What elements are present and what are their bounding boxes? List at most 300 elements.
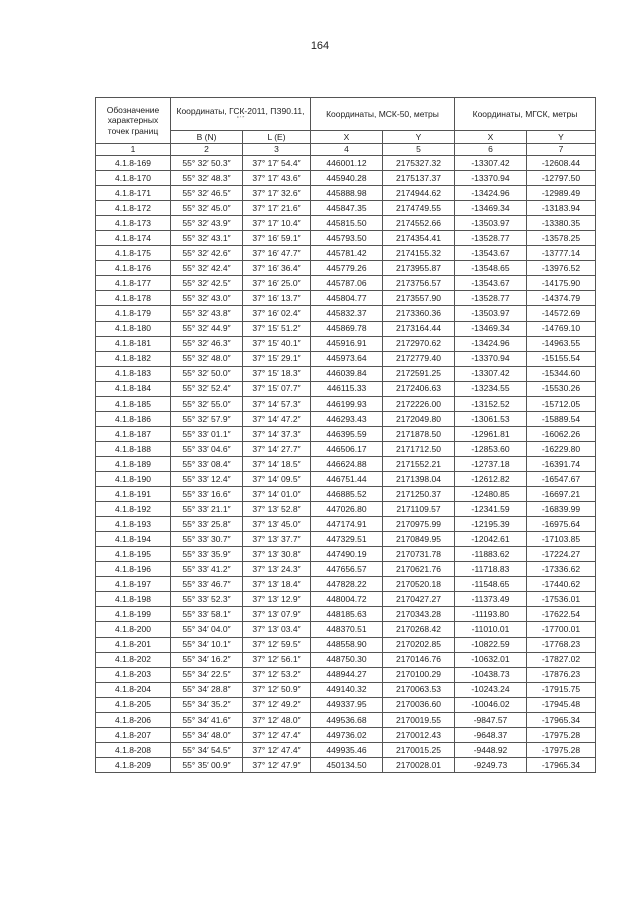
msk-x-cell: 449935.46 [311, 742, 383, 757]
longitude-cell: 37° 14′ 57.3″ [243, 396, 311, 411]
point-id-cell: 4.1.8-205 [96, 697, 171, 712]
msk-x-cell: 445888.98 [311, 186, 383, 201]
msk-y-cell: 2171250.37 [383, 487, 455, 502]
table-row [96, 216, 596, 231]
mgsk-x-cell: -9648.37 [455, 727, 527, 742]
longitude-cell: 37° 13′ 03.4″ [243, 622, 311, 637]
point-id-cell: 4.1.8-206 [96, 712, 171, 727]
point-id-cell: 4.1.8-169 [96, 156, 171, 171]
point-id-cell: 4.1.8-194 [96, 532, 171, 547]
point-id-cell: 4.1.8-175 [96, 246, 171, 261]
msk-y-cell: 2172779.40 [383, 351, 455, 366]
mgsk-x-cell: -13543.67 [455, 276, 527, 291]
mgsk-x-cell: -11010.01 [455, 622, 527, 637]
table-row [96, 607, 596, 622]
mgsk-y-cell: -17224.27 [527, 547, 596, 562]
longitude-cell: 37° 16′ 59.1″ [243, 231, 311, 246]
point-id-cell: 4.1.8-182 [96, 351, 171, 366]
msk-y-cell: 2170036.60 [383, 697, 455, 712]
table-row [96, 712, 596, 727]
mgsk-x-cell: -13548.65 [455, 261, 527, 276]
point-id-cell: 4.1.8-184 [96, 381, 171, 396]
latitude-cell: 55° 33′ 25.8″ [171, 517, 243, 532]
longitude-cell: 37° 15′ 29.1″ [243, 351, 311, 366]
mgsk-y-cell: -14572.69 [527, 306, 596, 321]
mgsk-y-cell: -15344.60 [527, 366, 596, 381]
latitude-cell: 55° 35′ 00.9″ [171, 757, 243, 772]
header-col-l: L (E) [243, 131, 311, 144]
msk-x-cell: 449536.68 [311, 712, 383, 727]
latitude-cell: 55° 32′ 52.4″ [171, 381, 243, 396]
column-number: 6 [455, 144, 527, 156]
msk-x-cell: 446115.33 [311, 381, 383, 396]
mgsk-x-cell: -12853.60 [455, 441, 527, 456]
msk-y-cell: 2172591.25 [383, 366, 455, 381]
msk-x-cell: 449337.95 [311, 697, 383, 712]
point-id-cell: 4.1.8-171 [96, 186, 171, 201]
latitude-cell: 55° 34′ 35.2″ [171, 697, 243, 712]
mgsk-x-cell: -13503.97 [455, 216, 527, 231]
mgsk-x-cell: -13424.96 [455, 336, 527, 351]
column-number: 2 [171, 144, 243, 156]
point-id-cell: 4.1.8-179 [96, 306, 171, 321]
table-row [96, 171, 596, 186]
point-id-cell: 4.1.8-177 [96, 276, 171, 291]
mgsk-x-cell: -13528.77 [455, 231, 527, 246]
msk-y-cell: 2170343.28 [383, 607, 455, 622]
mgsk-y-cell: -13578.25 [527, 231, 596, 246]
column-number: 1 [96, 144, 171, 156]
latitude-cell: 55° 32′ 50.0″ [171, 366, 243, 381]
mgsk-x-cell: -12042.61 [455, 532, 527, 547]
table-row [96, 336, 596, 351]
msk-y-cell: 2174155.32 [383, 246, 455, 261]
longitude-cell: 37° 14′ 18.5″ [243, 456, 311, 471]
point-id-cell: 4.1.8-181 [96, 336, 171, 351]
table-row [96, 652, 596, 667]
longitude-cell: 37° 14′ 01.0″ [243, 487, 311, 502]
mgsk-y-cell: -17876.23 [527, 667, 596, 682]
point-id-cell: 4.1.8-199 [96, 607, 171, 622]
msk-x-cell: 446001.12 [311, 156, 383, 171]
msk-x-cell: 447026.80 [311, 502, 383, 517]
header-col-y-mgsk: Y [527, 131, 596, 144]
longitude-cell: 37° 13′ 18.4″ [243, 577, 311, 592]
latitude-cell: 55° 34′ 22.5″ [171, 667, 243, 682]
msk-x-cell: 445847.35 [311, 201, 383, 216]
header-gsk-units: ° ′ ″ [236, 115, 245, 122]
msk-y-cell: 2170427.27 [383, 592, 455, 607]
latitude-cell: 55° 32′ 42.5″ [171, 276, 243, 291]
msk-y-cell: 2170731.78 [383, 547, 455, 562]
latitude-cell: 55° 32′ 43.9″ [171, 216, 243, 231]
msk-x-cell: 450134.50 [311, 757, 383, 772]
longitude-cell: 37° 12′ 47.9″ [243, 757, 311, 772]
msk-x-cell: 445940.28 [311, 171, 383, 186]
longitude-cell: 37° 16′ 36.4″ [243, 261, 311, 276]
column-number: 5 [383, 144, 455, 156]
latitude-cell: 55° 32′ 48.3″ [171, 171, 243, 186]
point-id-cell: 4.1.8-172 [96, 201, 171, 216]
table-row [96, 156, 596, 171]
table-row [96, 366, 596, 381]
msk-x-cell: 445779.26 [311, 261, 383, 276]
msk-x-cell: 446199.93 [311, 396, 383, 411]
mgsk-y-cell: -14175.90 [527, 276, 596, 291]
msk-y-cell: 2173557.90 [383, 291, 455, 306]
mgsk-y-cell: -13777.14 [527, 246, 596, 261]
longitude-cell: 37° 14′ 27.7″ [243, 441, 311, 456]
latitude-cell: 55° 34′ 28.8″ [171, 682, 243, 697]
mgsk-y-cell: -17336.62 [527, 562, 596, 577]
msk-y-cell: 2171878.50 [383, 426, 455, 441]
mgsk-y-cell: -17622.54 [527, 607, 596, 622]
point-id-cell: 4.1.8-192 [96, 502, 171, 517]
msk-y-cell: 2172406.63 [383, 381, 455, 396]
mgsk-y-cell: -14374.79 [527, 291, 596, 306]
longitude-cell: 37° 17′ 54.4″ [243, 156, 311, 171]
latitude-cell: 55° 33′ 30.7″ [171, 532, 243, 547]
msk-x-cell: 449140.32 [311, 682, 383, 697]
longitude-cell: 37° 13′ 24.3″ [243, 562, 311, 577]
point-id-cell: 4.1.8-198 [96, 592, 171, 607]
mgsk-x-cell: -13424.96 [455, 186, 527, 201]
longitude-cell: 37° 14′ 47.2″ [243, 411, 311, 426]
msk-x-cell: 447828.22 [311, 577, 383, 592]
longitude-cell: 37° 15′ 18.3″ [243, 366, 311, 381]
msk-y-cell: 2170019.55 [383, 712, 455, 727]
msk-x-cell: 449736.02 [311, 727, 383, 742]
point-id-cell: 4.1.8-208 [96, 742, 171, 757]
msk-x-cell: 446039.84 [311, 366, 383, 381]
msk-y-cell: 2170849.95 [383, 532, 455, 547]
msk-x-cell: 445832.37 [311, 306, 383, 321]
mgsk-x-cell: -10822.59 [455, 637, 527, 652]
msk-x-cell: 446395.59 [311, 426, 383, 441]
longitude-cell: 37° 12′ 50.9″ [243, 682, 311, 697]
mgsk-x-cell: -12612.82 [455, 471, 527, 486]
msk-y-cell: 2173756.57 [383, 276, 455, 291]
longitude-cell: 37° 12′ 49.2″ [243, 697, 311, 712]
mgsk-y-cell: -15530.26 [527, 381, 596, 396]
mgsk-y-cell: -17965.34 [527, 757, 596, 772]
mgsk-x-cell: -11718.83 [455, 562, 527, 577]
table-row [96, 547, 596, 562]
msk-y-cell: 2172049.80 [383, 411, 455, 426]
latitude-cell: 55° 34′ 41.6″ [171, 712, 243, 727]
mgsk-y-cell: -16975.64 [527, 517, 596, 532]
table-row [96, 697, 596, 712]
table-row [96, 426, 596, 441]
mgsk-y-cell: -17103.85 [527, 532, 596, 547]
msk-y-cell: 2172970.62 [383, 336, 455, 351]
header-mgsk-group: Координаты, МГСК, метры [455, 98, 596, 131]
mgsk-x-cell: -9448.92 [455, 742, 527, 757]
longitude-cell: 37° 13′ 07.9″ [243, 607, 311, 622]
msk-x-cell: 445781.42 [311, 246, 383, 261]
mgsk-y-cell: -16547.67 [527, 471, 596, 486]
table-row [96, 321, 596, 336]
point-id-cell: 4.1.8-202 [96, 652, 171, 667]
latitude-cell: 55° 33′ 12.4″ [171, 471, 243, 486]
msk-y-cell: 2171109.57 [383, 502, 455, 517]
latitude-cell: 55° 34′ 10.1″ [171, 637, 243, 652]
latitude-cell: 55° 32′ 42.4″ [171, 261, 243, 276]
longitude-cell: 37° 17′ 21.6″ [243, 201, 311, 216]
longitude-cell: 37° 12′ 56.1″ [243, 652, 311, 667]
mgsk-y-cell: -15712.05 [527, 396, 596, 411]
table-row [96, 502, 596, 517]
msk-x-cell: 445916.91 [311, 336, 383, 351]
mgsk-y-cell: -12797.50 [527, 171, 596, 186]
point-id-cell: 4.1.8-178 [96, 291, 171, 306]
msk-x-cell: 445815.50 [311, 216, 383, 231]
latitude-cell: 55° 32′ 46.5″ [171, 186, 243, 201]
mgsk-y-cell: -14769.10 [527, 321, 596, 336]
header-col-x-mgsk: X [455, 131, 527, 144]
point-id-cell: 4.1.8-188 [96, 441, 171, 456]
msk-x-cell: 446624.88 [311, 456, 383, 471]
msk-y-cell: 2174944.62 [383, 186, 455, 201]
msk-x-cell: 448370.51 [311, 622, 383, 637]
table-row [96, 186, 596, 201]
table-row [96, 637, 596, 652]
latitude-cell: 55° 32′ 57.9″ [171, 411, 243, 426]
latitude-cell: 55° 32′ 43.1″ [171, 231, 243, 246]
mgsk-x-cell: -13152.52 [455, 396, 527, 411]
table-row [96, 261, 596, 276]
mgsk-y-cell: -17700.01 [527, 622, 596, 637]
latitude-cell: 55° 34′ 04.0″ [171, 622, 243, 637]
table-row [96, 231, 596, 246]
longitude-cell: 37° 17′ 10.4″ [243, 216, 311, 231]
msk-y-cell: 2174749.55 [383, 201, 455, 216]
longitude-cell: 37° 15′ 51.2″ [243, 321, 311, 336]
table-row [96, 487, 596, 502]
longitude-cell: 37° 12′ 59.5″ [243, 637, 311, 652]
mgsk-y-cell: -17975.28 [527, 727, 596, 742]
table-row [96, 456, 596, 471]
mgsk-x-cell: -13307.42 [455, 366, 527, 381]
latitude-cell: 55° 32′ 43.0″ [171, 291, 243, 306]
longitude-cell: 37° 13′ 52.8″ [243, 502, 311, 517]
table-row [96, 757, 596, 772]
msk-x-cell: 448185.63 [311, 607, 383, 622]
msk-x-cell: 447490.19 [311, 547, 383, 562]
point-id-cell: 4.1.8-189 [96, 456, 171, 471]
mgsk-y-cell: -17915.75 [527, 682, 596, 697]
mgsk-y-cell: -16391.74 [527, 456, 596, 471]
msk-y-cell: 2170012.43 [383, 727, 455, 742]
mgsk-y-cell: -17768.23 [527, 637, 596, 652]
msk-y-cell: 2170975.99 [383, 517, 455, 532]
msk-x-cell: 445787.06 [311, 276, 383, 291]
latitude-cell: 55° 33′ 21.1″ [171, 502, 243, 517]
latitude-cell: 55° 33′ 46.7″ [171, 577, 243, 592]
point-id-cell: 4.1.8-170 [96, 171, 171, 186]
msk-x-cell: 446885.52 [311, 487, 383, 502]
mgsk-x-cell: -10046.02 [455, 697, 527, 712]
mgsk-y-cell: -13183.94 [527, 201, 596, 216]
mgsk-x-cell: -13543.67 [455, 246, 527, 261]
mgsk-y-cell: -16697.21 [527, 487, 596, 502]
table-row [96, 306, 596, 321]
msk-y-cell: 2170268.42 [383, 622, 455, 637]
table-row [96, 201, 596, 216]
latitude-cell: 55° 32′ 55.0″ [171, 396, 243, 411]
table-row [96, 396, 596, 411]
column-number-row [96, 144, 596, 156]
point-id-cell: 4.1.8-200 [96, 622, 171, 637]
latitude-cell: 55° 34′ 16.2″ [171, 652, 243, 667]
table-row [96, 562, 596, 577]
mgsk-x-cell: -10632.01 [455, 652, 527, 667]
longitude-cell: 37° 16′ 02.4″ [243, 306, 311, 321]
longitude-cell: 37° 13′ 45.0″ [243, 517, 311, 532]
longitude-cell: 37° 16′ 13.7″ [243, 291, 311, 306]
mgsk-x-cell: -13469.34 [455, 201, 527, 216]
mgsk-x-cell: -11548.65 [455, 577, 527, 592]
latitude-cell: 55° 32′ 42.6″ [171, 246, 243, 261]
table-row [96, 291, 596, 306]
table-row [96, 471, 596, 486]
msk-x-cell: 446293.43 [311, 411, 383, 426]
latitude-cell: 55° 33′ 16.6″ [171, 487, 243, 502]
msk-x-cell: 445869.78 [311, 321, 383, 336]
mgsk-y-cell: -17440.62 [527, 577, 596, 592]
msk-y-cell: 2170028.01 [383, 757, 455, 772]
msk-x-cell: 447174.91 [311, 517, 383, 532]
mgsk-x-cell: -12341.59 [455, 502, 527, 517]
table-row [96, 577, 596, 592]
table-row [96, 517, 596, 532]
point-id-cell: 4.1.8-176 [96, 261, 171, 276]
point-id-cell: 4.1.8-187 [96, 426, 171, 441]
column-number: 4 [311, 144, 383, 156]
longitude-cell: 37° 14′ 09.5″ [243, 471, 311, 486]
msk-x-cell: 446751.44 [311, 471, 383, 486]
mgsk-y-cell: -17975.28 [527, 742, 596, 757]
coordinates-table [95, 97, 596, 773]
mgsk-x-cell: -13503.97 [455, 306, 527, 321]
mgsk-y-cell: -14963.55 [527, 336, 596, 351]
longitude-cell: 37° 13′ 37.7″ [243, 532, 311, 547]
table-row [96, 742, 596, 757]
msk-y-cell: 2170146.76 [383, 652, 455, 667]
msk-y-cell: 2171398.04 [383, 471, 455, 486]
mgsk-x-cell: -12480.85 [455, 487, 527, 502]
longitude-cell: 37° 15′ 07.7″ [243, 381, 311, 396]
latitude-cell: 55° 32′ 50.3″ [171, 156, 243, 171]
msk-x-cell: 448944.27 [311, 667, 383, 682]
table-row [96, 276, 596, 291]
mgsk-x-cell: -13061.53 [455, 411, 527, 426]
table-row [96, 246, 596, 261]
mgsk-x-cell: -10243.24 [455, 682, 527, 697]
point-id-cell: 4.1.8-183 [96, 366, 171, 381]
point-id-cell: 4.1.8-173 [96, 216, 171, 231]
latitude-cell: 55° 33′ 58.1″ [171, 607, 243, 622]
mgsk-x-cell: -13370.94 [455, 171, 527, 186]
longitude-cell: 37° 12′ 53.2″ [243, 667, 311, 682]
longitude-cell: 37° 16′ 25.0″ [243, 276, 311, 291]
header-gsk-group [171, 98, 311, 131]
msk-y-cell: 2174354.41 [383, 231, 455, 246]
msk-y-cell: 2174552.66 [383, 216, 455, 231]
longitude-cell: 37° 14′ 37.3″ [243, 426, 311, 441]
latitude-cell: 55° 32′ 45.0″ [171, 201, 243, 216]
table-row [96, 667, 596, 682]
header-col-b: B (N) [171, 131, 243, 144]
latitude-cell: 55° 32′ 46.3″ [171, 336, 243, 351]
mgsk-y-cell: -12608.44 [527, 156, 596, 171]
msk-y-cell: 2170063.53 [383, 682, 455, 697]
point-id-cell: 4.1.8-195 [96, 547, 171, 562]
longitude-cell: 37° 12′ 47.4″ [243, 727, 311, 742]
table-row [96, 622, 596, 637]
msk-x-cell: 448558.90 [311, 637, 383, 652]
mgsk-x-cell: -11883.62 [455, 547, 527, 562]
header-point-designation: Обозначение характерных точек границ [96, 98, 171, 144]
msk-y-cell: 2170202.85 [383, 637, 455, 652]
mgsk-x-cell: -9249.73 [455, 757, 527, 772]
msk-x-cell: 445973.64 [311, 351, 383, 366]
mgsk-x-cell: -10438.73 [455, 667, 527, 682]
column-number: 3 [243, 144, 311, 156]
point-id-cell: 4.1.8-174 [96, 231, 171, 246]
table-row [96, 532, 596, 547]
point-id-cell: 4.1.8-201 [96, 637, 171, 652]
mgsk-x-cell: -13370.94 [455, 351, 527, 366]
mgsk-y-cell: -15889.54 [527, 411, 596, 426]
msk-y-cell: 2173164.44 [383, 321, 455, 336]
point-id-cell: 4.1.8-196 [96, 562, 171, 577]
mgsk-x-cell: -12195.39 [455, 517, 527, 532]
msk-y-cell: 2175327.32 [383, 156, 455, 171]
msk-y-cell: 2173955.87 [383, 261, 455, 276]
latitude-cell: 55° 32′ 43.8″ [171, 306, 243, 321]
point-id-cell: 4.1.8-180 [96, 321, 171, 336]
mgsk-y-cell: -12989.49 [527, 186, 596, 201]
longitude-cell: 37° 13′ 30.8″ [243, 547, 311, 562]
point-id-cell: 4.1.8-193 [96, 517, 171, 532]
mgsk-x-cell: -13307.42 [455, 156, 527, 171]
table-body [96, 156, 596, 773]
mgsk-x-cell: -13528.77 [455, 291, 527, 306]
mgsk-y-cell: -16839.99 [527, 502, 596, 517]
point-id-cell: 4.1.8-191 [96, 487, 171, 502]
mgsk-y-cell: -16229.80 [527, 441, 596, 456]
mgsk-x-cell: -11373.49 [455, 592, 527, 607]
msk-x-cell: 445793.50 [311, 231, 383, 246]
header-gsk-title: Координаты, ГСК-2011, ПЗ90.11, [176, 106, 305, 117]
mgsk-x-cell: -11193.80 [455, 607, 527, 622]
latitude-cell: 55° 33′ 35.9″ [171, 547, 243, 562]
longitude-cell: 37° 15′ 40.1″ [243, 336, 311, 351]
msk-y-cell: 2171712.50 [383, 441, 455, 456]
longitude-cell: 37° 17′ 43.6″ [243, 171, 311, 186]
header-msk-group: Координаты, МСК-50, метры [311, 98, 455, 131]
mgsk-y-cell: -16062.26 [527, 426, 596, 441]
point-id-cell: 4.1.8-197 [96, 577, 171, 592]
latitude-cell: 55° 34′ 54.5″ [171, 742, 243, 757]
longitude-cell: 37° 13′ 12.9″ [243, 592, 311, 607]
column-number: 7 [527, 144, 596, 156]
msk-y-cell: 2170015.25 [383, 742, 455, 757]
mgsk-y-cell: -17536.01 [527, 592, 596, 607]
msk-y-cell: 2171552.21 [383, 456, 455, 471]
mgsk-y-cell: -13976.52 [527, 261, 596, 276]
